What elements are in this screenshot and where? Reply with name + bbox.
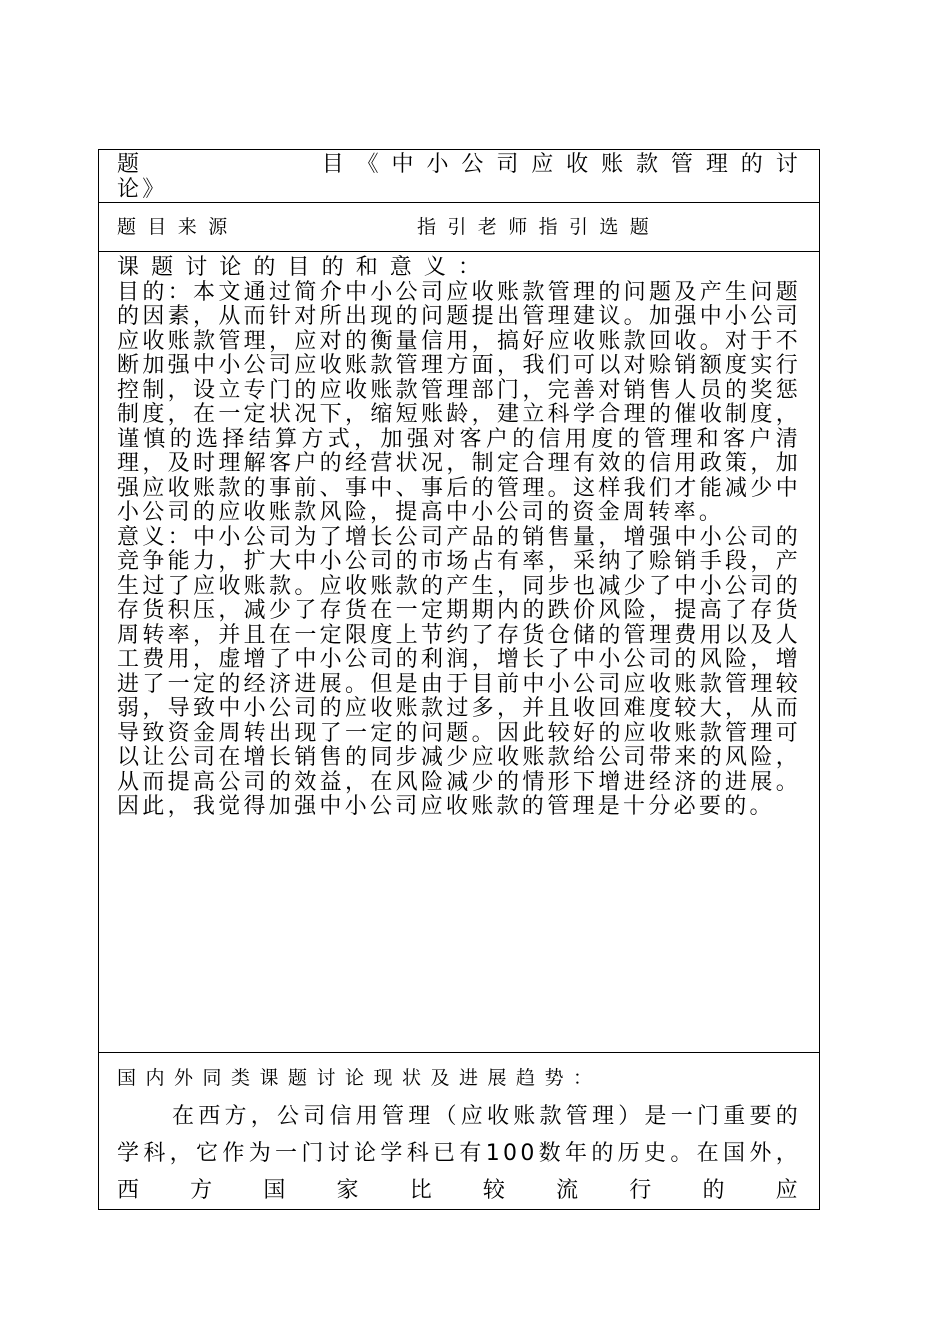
source-label: 题目来源 [117, 216, 239, 238]
proposal-table [98, 149, 820, 1210]
status-cell [99, 1053, 820, 1210]
purpose-paragraph: 目的：本文通过简介中小公司应收账款管理的问题及产生问题的因素，从而针对所出现的问题提出管理建议。加强中小公司应收账款管理，应对的衡量信用，搞好应收账款回收。对于不断加强中小公司应收账款管理方面，我们可以对赊销额度实行控制，设立专门的应收账款管理部门，完善对销售人员的奖惩制度，在一定状况下，缩短账龄，建立科学合理的催收制度，谨慎的选择结算方式，加强对客户的信用度的管理和客户清理，及时理解客户的经营状况，制定合理有效的信用政策，加强应收账款的事前、事中、事后的管理。这样我们才能减少中小公司的应收账款风险，提高中小公司的资金周转率。 [117, 279, 801, 525]
title-value-line-2: 论》 [117, 177, 168, 202]
title-line-1 [117, 152, 801, 177]
title-label: 题目 [117, 152, 347, 177]
source-cell [99, 203, 820, 252]
significance-paragraph: 意义：中小公司为了增长公司产品的销售量，增强中小公司的竞争能力，扩大中小公司的市场占有率，采纳了赊销手段，产生过了应收账款。应收账款的产生，同步也减少了中小公司的存货积压，减少了存货在一定期期内的跌价风险，提高了存货周转率，并且在一定限度上节约了存货仓储的管理费用以及人工费用，虚增了中小公司的利润，增长了中小公司的风险，增进了一定的经济进展。但是由于目前中小公司应收账款管理较弱，导致中小公司的应收账款过多，并且收回难度较大，从而导致资金周转出现了一定的问题。因此较好的应收账款管理可以让公司在增长销售的同步减少应收账款给公司带来的风险，从而提高公司的效益，在风险减少的情形下增进经济的进展。因此，我觉得加强中小公司应收账款的管理是十分必要的。 [117, 524, 801, 819]
status-paragraph: 在西方，公司信用管理（应收账款管理）是一门重要的学科，它作为一门讨论学科已有100数年的历史。在国外，西方国家比较流行的应 [117, 1104, 801, 1203]
source-value: 指引老师指引选题 [417, 216, 661, 238]
status-row [99, 1053, 820, 1210]
title-row [99, 150, 820, 203]
purpose-row [99, 252, 820, 1053]
purpose-heading: 课题讨论的目的和意义： [117, 255, 493, 280]
title-value-line-1: 《中小公司应收账款管理的讨 [347, 152, 801, 177]
title-cell [99, 150, 820, 203]
status-heading: 国内外同类课题讨论现状及进展趋势： [117, 1067, 602, 1089]
source-row [99, 203, 820, 252]
purpose-cell [99, 252, 820, 1053]
